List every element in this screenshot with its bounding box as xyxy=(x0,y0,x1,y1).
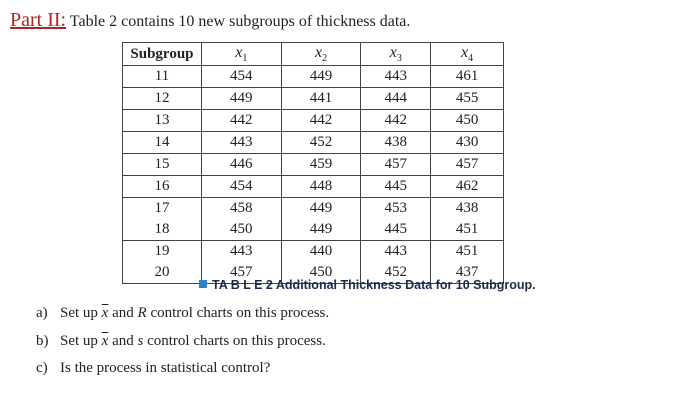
subgroup-cell: 11 xyxy=(123,66,202,88)
header-x1: $x_1$ xyxy=(201,43,281,66)
value-cell-x1: 454 xyxy=(201,66,281,88)
table-row xyxy=(123,66,504,88)
value-cell-x1: 457 xyxy=(201,262,281,284)
value-cell-x1: 449 xyxy=(201,88,281,110)
caption-text: TA B L E 2 Additional Thickness Data for 10 Subgroup. xyxy=(212,278,536,292)
value-cell-x2: 449 xyxy=(281,198,361,220)
subgroup-cell: 20 xyxy=(123,262,202,284)
table-row xyxy=(123,241,504,263)
subgroup-cell: 16 xyxy=(123,176,202,198)
page-heading xyxy=(10,9,410,32)
value-cell-x2: 448 xyxy=(281,176,361,198)
value-cell-x2: 441 xyxy=(281,88,361,110)
caption-square-icon xyxy=(199,280,207,288)
table-row xyxy=(123,110,504,132)
question-c: c) Is the process in statistical control? xyxy=(36,360,271,376)
subgroup-cell: 19 xyxy=(123,241,202,263)
value-cell-x1: 450 xyxy=(201,219,281,241)
value-cell-x2: 452 xyxy=(281,132,361,154)
value-cell-x2: 440 xyxy=(281,241,361,263)
header-subgroup: Subgroup xyxy=(123,43,202,66)
heading-text: Table 2 contains 10 new subgroups of thickness data. xyxy=(66,13,411,30)
value-cell-x4: 430 xyxy=(431,132,504,154)
subgroup-cell: 15 xyxy=(123,154,202,176)
table-caption xyxy=(199,278,536,292)
header-x4: $x_4$ xyxy=(431,43,504,66)
value-cell-x3: 452 xyxy=(361,262,431,284)
table-header-row xyxy=(123,43,504,66)
value-cell-x2: 449 xyxy=(281,219,361,241)
subgroup-cell: 12 xyxy=(123,88,202,110)
table-row xyxy=(123,132,504,154)
value-cell-x3: 445 xyxy=(361,219,431,241)
value-cell-x1: 458 xyxy=(201,198,281,220)
value-cell-x1: 454 xyxy=(201,176,281,198)
subgroup-cell: 17 xyxy=(123,198,202,220)
subgroup-cell: 14 xyxy=(123,132,202,154)
value-cell-x3: 444 xyxy=(361,88,431,110)
value-cell-x4: 437 xyxy=(431,262,504,284)
value-cell-x1: 443 xyxy=(201,241,281,263)
subgroup-cell: 13 xyxy=(123,110,202,132)
value-cell-x2: 459 xyxy=(281,154,361,176)
value-cell-x1: 446 xyxy=(201,154,281,176)
table-row xyxy=(123,219,504,241)
value-cell-x3: 445 xyxy=(361,176,431,198)
table-row xyxy=(123,88,504,110)
value-cell-x3: 442 xyxy=(361,110,431,132)
question-a: a) Set up $\overline{x}$ and R control charts on this process. xyxy=(36,305,330,321)
value-cell-x3: 443 xyxy=(361,66,431,88)
value-cell-x4: 461 xyxy=(431,66,504,88)
value-cell-x4: 451 xyxy=(431,219,504,241)
value-cell-x3: 438 xyxy=(361,132,431,154)
value-cell-x1: 442 xyxy=(201,110,281,132)
table-row xyxy=(123,198,504,220)
table-row xyxy=(123,154,504,176)
table-row xyxy=(123,176,504,198)
value-cell-x3: 453 xyxy=(361,198,431,220)
value-cell-x4: 457 xyxy=(431,154,504,176)
header-x3: $x_3$ xyxy=(361,43,431,66)
subgroup-cell: 18 xyxy=(123,219,202,241)
value-cell-x4: 451 xyxy=(431,241,504,263)
value-cell-x2: 449 xyxy=(281,66,361,88)
value-cell-x2: 442 xyxy=(281,110,361,132)
thickness-data-table xyxy=(122,42,504,284)
value-cell-x4: 455 xyxy=(431,88,504,110)
header-x2: $x_2$ xyxy=(281,43,361,66)
value-cell-x4: 450 xyxy=(431,110,504,132)
value-cell-x1: 443 xyxy=(201,132,281,154)
value-cell-x3: 457 xyxy=(361,154,431,176)
value-cell-x4: 438 xyxy=(431,198,504,220)
value-cell-x2: 450 xyxy=(281,262,361,284)
value-cell-x4: 462 xyxy=(431,176,504,198)
part-label: Part II: xyxy=(10,9,67,31)
question-b: b) Set up $\overline{x}$ and s control charts on this process. xyxy=(36,333,326,349)
value-cell-x3: 443 xyxy=(361,241,431,263)
